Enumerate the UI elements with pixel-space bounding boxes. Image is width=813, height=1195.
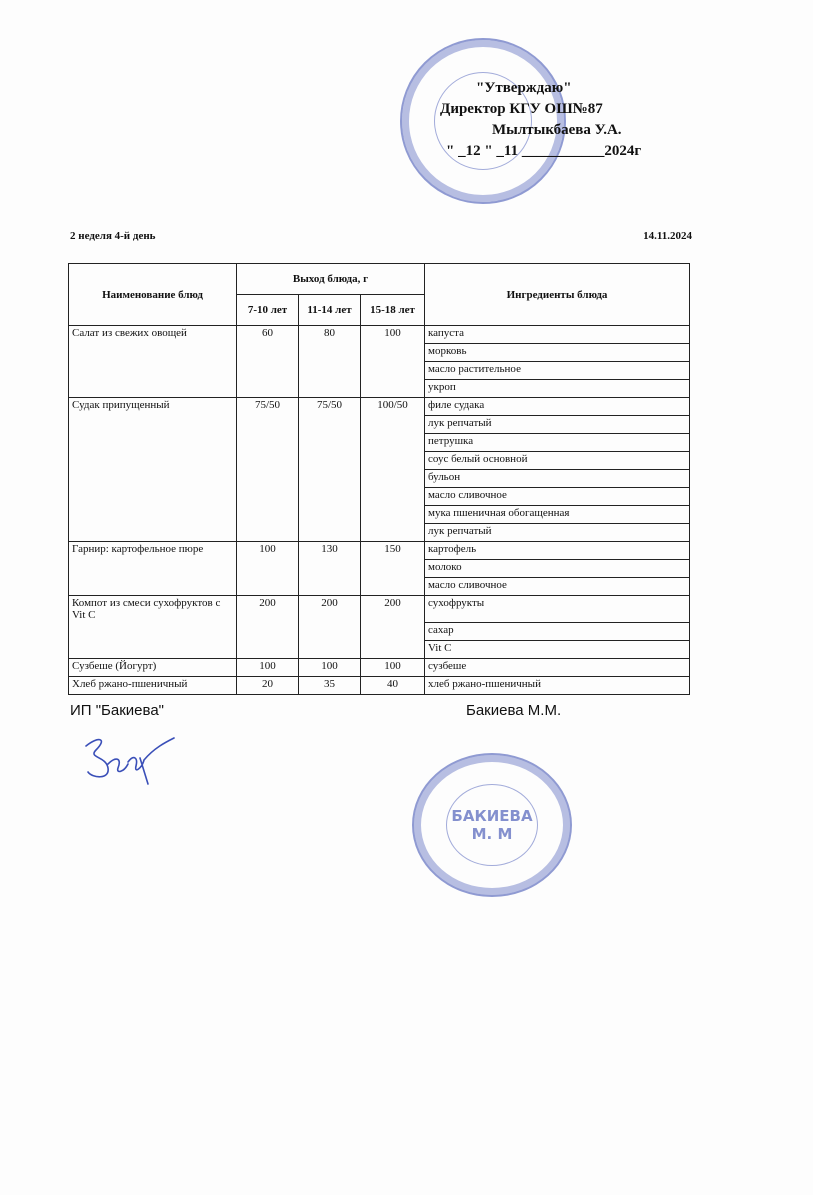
- ingredient: сахар: [425, 623, 690, 641]
- ingredient: Vit C: [425, 641, 690, 659]
- dish-yield-7-10: 20: [237, 677, 299, 695]
- table-row: [69, 659, 690, 677]
- dish-yield-7-10: 75/50: [237, 398, 299, 542]
- approval-date: " _12 " _11 ___________2024г: [446, 143, 642, 159]
- ingredient: сузбеше: [425, 659, 690, 677]
- dish-yield-7-10: 100: [237, 659, 299, 677]
- dish-yield-15-18: 100: [361, 326, 425, 398]
- ingredient: бульон: [425, 470, 690, 488]
- dish-yield-11-14: 200: [299, 596, 361, 659]
- ingredient: капуста: [425, 326, 690, 344]
- ingredient: масло растительное: [425, 362, 690, 380]
- table-row: [69, 326, 690, 344]
- table-header-row: [69, 264, 690, 295]
- approval-block: [440, 78, 680, 162]
- week-day-label: 2 неделя 4-й день: [70, 230, 156, 242]
- ingredient: масло сливочное: [425, 578, 690, 596]
- ingredient: укроп: [425, 380, 690, 398]
- dish-yield-15-18: 200: [361, 596, 425, 659]
- dish-yield-11-14: 75/50: [299, 398, 361, 542]
- ingredient: картофель: [425, 542, 690, 560]
- col-age-15-18: 15-18 лет: [361, 295, 425, 326]
- dish-yield-15-18: 40: [361, 677, 425, 695]
- dish-yield-11-14: 80: [299, 326, 361, 398]
- col-age-7-10: 7-10 лет: [237, 295, 299, 326]
- col-yield-header: Выход блюда, г: [237, 264, 425, 295]
- ingredient: соус белый основной: [425, 452, 690, 470]
- dish-name: Салат из свежих овощей: [69, 326, 237, 398]
- handwritten-signature: [78, 728, 178, 788]
- company-name: ИП "Бакиева": [70, 702, 164, 719]
- ingredient: молоко: [425, 560, 690, 578]
- ingredient: лук репчатый: [425, 524, 690, 542]
- dish-name: Компот из смеси сухофруктов с Vit C: [69, 596, 237, 659]
- ingredient: масло сливочное: [425, 488, 690, 506]
- ingredient: мука пшеничная обогащенная: [425, 506, 690, 524]
- menu-table: [68, 263, 690, 695]
- dish-yield-15-18: 100/50: [361, 398, 425, 542]
- ingredient: филе судака: [425, 398, 690, 416]
- dish-yield-7-10: 60: [237, 326, 299, 398]
- dish-yield-11-14: 100: [299, 659, 361, 677]
- table-row: [69, 398, 690, 416]
- approval-title: "Утверждаю": [476, 80, 572, 96]
- dish-yield-15-18: 150: [361, 542, 425, 596]
- dish-name: Хлеб ржано-пшеничный: [69, 677, 237, 695]
- table-row: [69, 542, 690, 560]
- ingredient: хлеб ржано-пшеничный: [425, 677, 690, 695]
- date-label: 14.11.2024: [643, 230, 692, 242]
- table-row: [69, 677, 690, 695]
- dish-yield-7-10: 200: [237, 596, 299, 659]
- col-ingredients-header: Ингредиенты блюда: [425, 264, 690, 326]
- signer-name: Бакиева М.М.: [466, 702, 562, 719]
- ingredient: лук репчатый: [425, 416, 690, 434]
- dish-name: Гарнир: картофельное пюре: [69, 542, 237, 596]
- company-stamp: [412, 753, 572, 897]
- table-row: [69, 596, 690, 623]
- ingredient: петрушка: [425, 434, 690, 452]
- dish-name: Судак припущенный: [69, 398, 237, 542]
- ingredient: морковь: [425, 344, 690, 362]
- company-stamp-text: [414, 807, 570, 843]
- col-name-header: Наименование блюд: [69, 264, 237, 326]
- dish-yield-7-10: 100: [237, 542, 299, 596]
- col-age-11-14: 11-14 лет: [299, 295, 361, 326]
- approval-director: Директор КГУ ОШ№87: [440, 101, 603, 117]
- dish-name: Сузбеше (Йогурт): [69, 659, 237, 677]
- stamp-line-1: БАКИЕВА: [451, 807, 533, 825]
- dish-yield-15-18: 100: [361, 659, 425, 677]
- ingredient: сухофрукты: [425, 596, 690, 623]
- stamp-line-2: М. М: [471, 825, 513, 843]
- dish-yield-11-14: 130: [299, 542, 361, 596]
- approval-name: Мылтыкбаева У.А.: [492, 122, 622, 138]
- dish-yield-11-14: 35: [299, 677, 361, 695]
